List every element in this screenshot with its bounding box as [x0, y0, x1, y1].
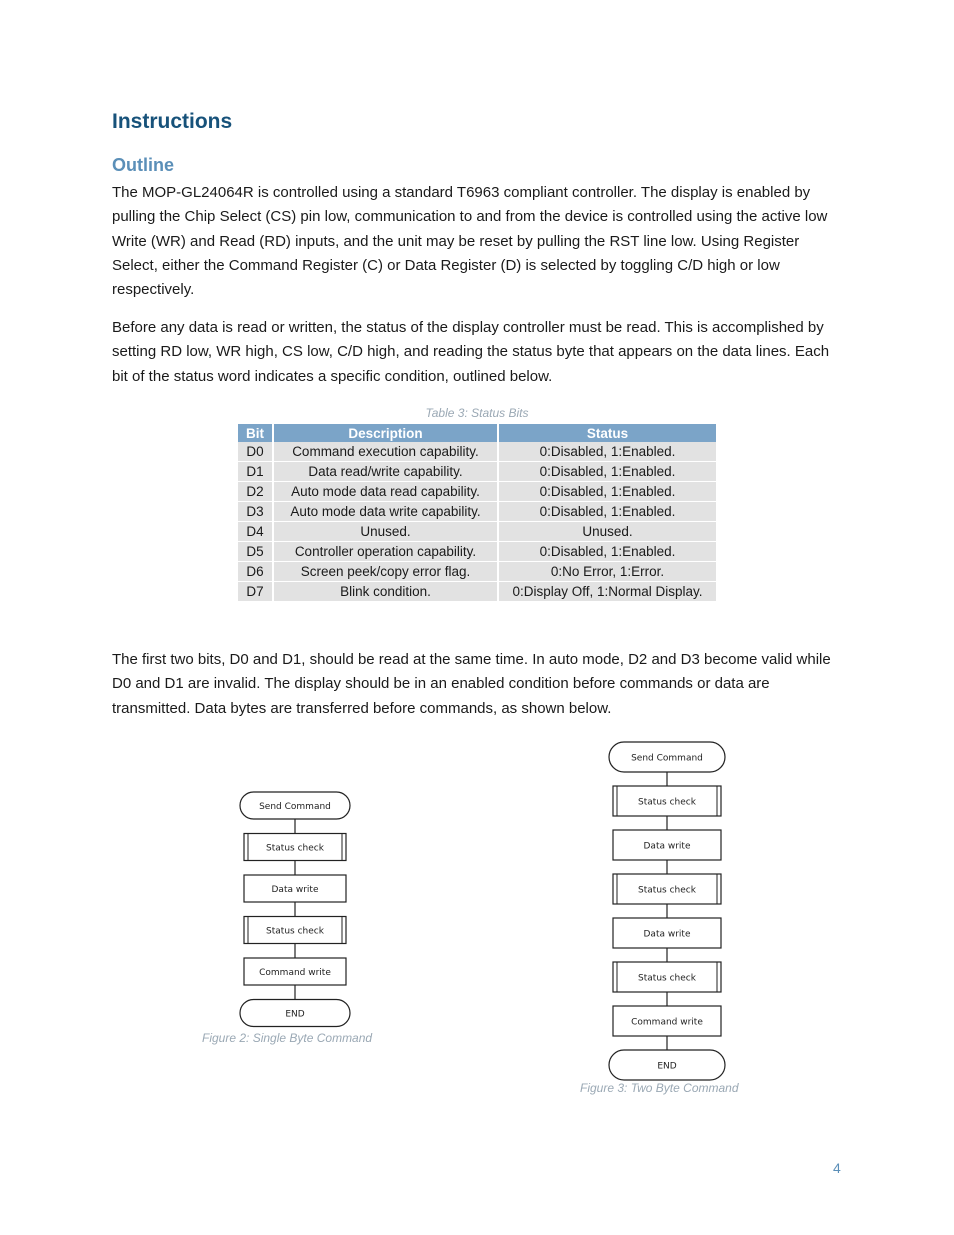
flow-step-label: Status check — [638, 885, 696, 896]
flow-step-terminal — [240, 1000, 350, 1027]
flow-step-terminal — [609, 1050, 725, 1080]
cell-bit: D6 — [238, 562, 273, 582]
table-row — [238, 442, 716, 462]
status-bits-table — [238, 424, 716, 602]
cell-bit: D7 — [238, 582, 273, 602]
flow-step-box — [613, 874, 721, 904]
cell-bit: D0 — [238, 442, 273, 462]
cell-description: Data read/write capability. — [273, 462, 498, 482]
single-byte-flowchart — [235, 790, 355, 1030]
cell-description: Auto mode data write capability. — [273, 502, 498, 522]
flow-step-box — [244, 834, 346, 861]
subsection-heading: Outline — [112, 155, 174, 175]
cell-status: Unused. — [498, 522, 716, 542]
figure-3-caption: Figure 3: Two Byte Command — [580, 1081, 739, 1095]
cell-description: Controller operation capability. — [273, 542, 498, 562]
header-status: Status — [498, 424, 716, 442]
flow-step-box — [613, 918, 721, 948]
cell-description: Unused. — [273, 522, 498, 542]
page-number: 4 — [833, 1160, 841, 1176]
table-row — [238, 502, 716, 522]
flow-step-label: Status check — [266, 843, 324, 854]
table-row — [238, 482, 716, 502]
cell-description: Command execution capability. — [273, 442, 498, 462]
cell-status: 0:Disabled, 1:Enabled. — [498, 442, 716, 462]
cell-status: 0:Disabled, 1:Enabled. — [498, 462, 716, 482]
flow-step-box — [244, 875, 346, 902]
two-byte-flowchart — [605, 740, 729, 1082]
flow-step-label: Data write — [643, 841, 691, 852]
flow-step-terminal — [240, 792, 350, 819]
paragraph-status-read: Before any data is read or written, the status of the display controller must be read. This is accomplished by setting RD low, WR high, CS low, C/D high, and reading the status byte that appears on the data lines. Each bit of the status word indicates a specific condition, outlined below. — [112, 319, 830, 385]
flow-step-label: END — [657, 1061, 677, 1072]
cell-bit: D1 — [238, 462, 273, 482]
flow-step-label: Command write — [631, 1017, 703, 1028]
paragraph-status-bits: The first two bits, D0 and D1, should be read at the same time. In auto mode, D2 and D3 become valid while D0 and D1 are invalid. The display should be in an enabled condition before commands or data are transmitted. Data bytes are transferred before commands, as shown below. — [112, 651, 831, 717]
table-header-row — [238, 424, 716, 442]
flow-step-label: Status check — [266, 926, 324, 937]
flow-step-box — [244, 958, 346, 985]
cell-status: 0:Disabled, 1:Enabled. — [498, 482, 716, 502]
flow-step-label: Send Command — [259, 802, 331, 812]
single-byte-flowchart-svg — [235, 790, 355, 1030]
flow-step-label: END — [285, 1009, 305, 1020]
flow-step-label: Data write — [643, 929, 691, 940]
figure-2-caption: Figure 2: Single Byte Command — [202, 1031, 373, 1045]
table-caption: Table 3: Status Bits — [425, 406, 529, 420]
table-row — [238, 562, 716, 582]
flow-step-label: Send Command — [631, 753, 703, 764]
cell-bit: D3 — [238, 502, 273, 522]
cell-description: Auto mode data read capability. — [273, 482, 498, 502]
flow-step-box — [613, 962, 721, 992]
cell-description: Blink condition. — [273, 582, 498, 602]
paragraph-intro: The MOP-GL24064R is controlled using a standard T6963 compliant controller. The display is enabled by pulling the Chip Select (CS) pin low, communication to and from the device is controlled using the active low Write (WR) and Read (RD) inputs, and the unit may be reset by pulling the RST line low. Using Register Select, either the Command Register (C) or Data Register (D) is selected by toggling C/D high or low respectively. — [112, 184, 828, 299]
two-byte-flowchart-svg — [605, 740, 729, 1082]
table-row — [238, 522, 716, 542]
cell-status: 0:Disabled, 1:Enabled. — [498, 542, 716, 562]
flow-step-label: Status check — [638, 973, 696, 984]
header-description: Description — [273, 424, 498, 442]
flow-step-box — [613, 830, 721, 860]
cell-status: 0:No Error, 1:Error. — [498, 562, 716, 582]
cell-description: Screen peek/copy error flag. — [273, 562, 498, 582]
flow-step-box — [244, 917, 346, 944]
cell-bit: D2 — [238, 482, 273, 502]
section-heading: Instructions — [112, 110, 233, 133]
flow-step-terminal — [609, 742, 725, 772]
cell-status: 0:Disabled, 1:Enabled. — [498, 502, 716, 522]
flow-step-label: Status check — [638, 797, 696, 808]
table-row — [238, 542, 716, 562]
table-row — [238, 582, 716, 602]
cell-status: 0:Display Off, 1:Normal Display. — [498, 582, 716, 602]
cell-bit: D4 — [238, 522, 273, 542]
flow-step-box — [613, 1006, 721, 1036]
cell-bit: D5 — [238, 542, 273, 562]
table-row — [238, 462, 716, 482]
flow-step-box — [613, 786, 721, 816]
header-bit: Bit — [238, 424, 273, 442]
flow-step-label: Data write — [271, 885, 319, 895]
flow-step-label: Command write — [259, 968, 331, 978]
